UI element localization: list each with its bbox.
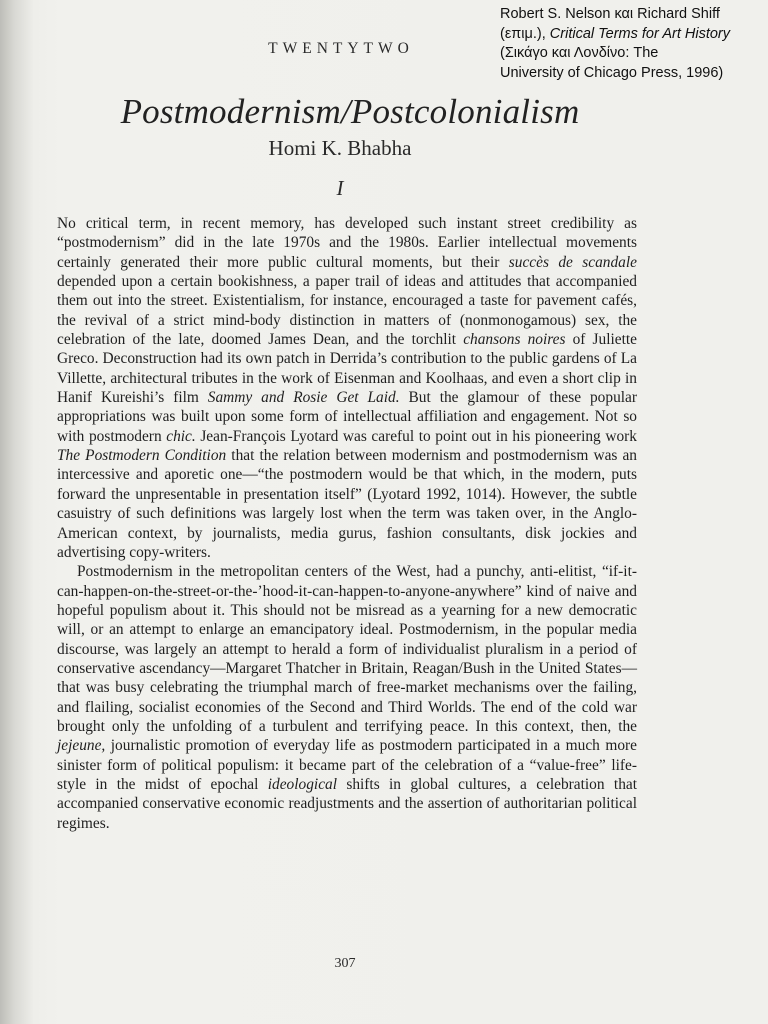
chapter-title: Postmodernism/Postcolonialism (120, 92, 580, 131)
citation-line-1: Robert S. Nelson και Richard Shiff (500, 6, 720, 22)
citation-line-2-prefix: (επιμ.), (500, 25, 550, 42)
text-run: No critical term, in recent memory, has developed such instant street credibility as “postmodernism” did in the late 1970s and the 1980s. Earlier intellectual movements certainly generated their more public cultural moments, but their (57, 215, 637, 271)
italic-run: jejeune, (57, 737, 106, 755)
author-name: Homi K. Bhabha (268, 136, 412, 160)
text-run: journalistic promotion of everyday life as postmodern participated in a much more sinister form of political populism: it became part of the celebration of a “value-free” life-style in the midst of epochal (57, 737, 637, 793)
text-run: Jean-François Lyotard was careful to point out in his pioneering work (195, 427, 637, 445)
text-run: But the glamour of these popular appropriations was built upon some form of intellectual affiliation and engagement. Not so with postmodern (57, 389, 637, 445)
chapter-number: TWENTYTWO (268, 40, 414, 57)
paragraph-2 (57, 562, 637, 833)
body-text (57, 214, 637, 833)
italic-run: chic. (166, 427, 196, 445)
text-run: shifts in global cultures, a celebration that accompanied conservative economic readjustments and the assertion of authoritarian political regimes. (57, 775, 637, 832)
citation-line-4: University of Chicago Press, 1996) (500, 64, 724, 81)
text-run: that the relation between modernism and postmodernism was an intercessive and aporetic one—“the postmodern would be that which, in the modern, puts forward the unpresentable in presentation itself” (Lyotard 1992, 1014). However, the subtle casuistry of such definitions was largely lost when the term was taken over, in the Anglo-American context, by journalists, media gurus, fashion consultants, disk jockies and advertising copy-writers. (57, 447, 637, 561)
text-run: of Juliette Greco. Deconstruction had its own patch in Derrida’s contribution to the public gardens of La Villette, architectural tributes in the work of Eisenman and Koolhaas, and even a short clip in Hanif Kureishi’s film (57, 331, 637, 407)
citation-line-2 (500, 25, 762, 45)
italic-run: Sammy and Rosie Get Laid. (207, 389, 400, 407)
italic-run: The Postmodern Condition (57, 447, 227, 465)
section-number: I (336, 176, 344, 200)
citation-line-3: (Σικάγο και Λονδίνο: The (500, 45, 659, 61)
italic-run: succès de scandale (508, 253, 637, 271)
citation-book-title: Critical Terms for Art History (549, 25, 730, 42)
citation-note (500, 5, 762, 83)
italic-run: chansons noires (463, 331, 566, 349)
text-run: Postmodernism in the metropolitan centers of the West, had a punchy, anti-elitist, “if-it-can-happen-on-the-street-or-the-’hood-it-can-happen-to-anyone-anywhere” kind of naive and hopeful populism about it. This should not be misread as a yearning for a new democratic will, or an attempt to enlarge an emancipatory ideal. Postmodernism, in the popular media discourse, was largely an attempt to herald a form of individualist pluralism in a period of conservative ascendancy—Margaret Thatcher in Britain, Reagan/Bush in the United States—that was busy celebrating the triumphal march of free-market mechanisms over the failing, and flailing, socialist economies of the Second and Third Worlds. The end of the cold war brought only the unfolding of a turbulent and terrifying peace. In this context, then, the (57, 563, 637, 735)
paragraph-1 (57, 214, 637, 562)
page-number: 307 (334, 956, 356, 971)
text-run: depended upon a certain bookishness, a paper trail of ideas and attitudes that accompanied them out into the street. Existentialism, for instance, encouraged a taste for pavement cafés, the revival of a strict mind-body distinction in matters of (nonmonogamous) sex, the celebration of the late, doomed James Dean, and the torchlit (57, 273, 637, 349)
italic-run: ideological (267, 775, 337, 793)
